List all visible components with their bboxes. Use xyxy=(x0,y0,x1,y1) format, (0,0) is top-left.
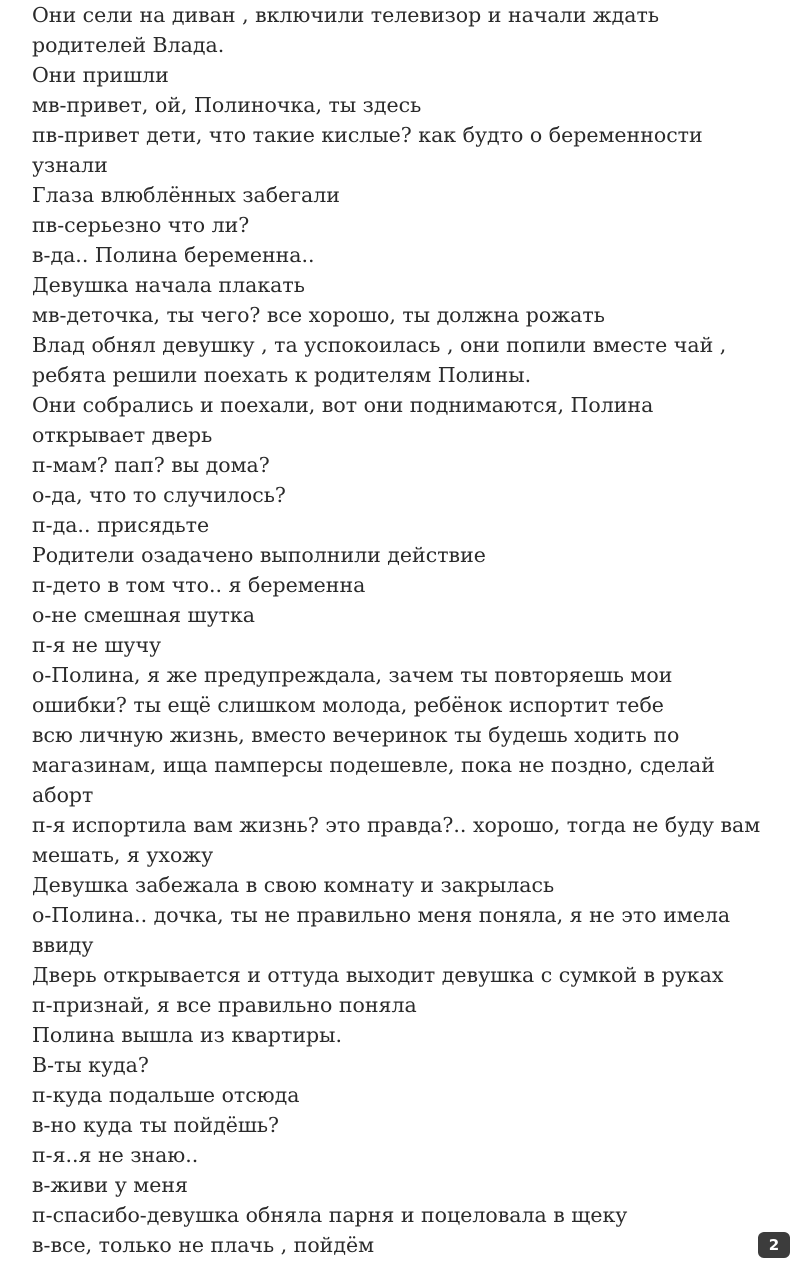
text-line: Полина вышла из квартиры. xyxy=(32,1023,343,1047)
text-line: всю личную жизнь, вместо вечеринок ты будешь ходить по xyxy=(32,723,680,747)
text-line: п-спасибо-девушка обняла парня и поцеловала в щеку xyxy=(32,1203,628,1227)
text-line: Девушка начала плакать xyxy=(32,273,305,297)
story-text xyxy=(32,0,772,1260)
text-line: родителей Влада. xyxy=(32,33,225,57)
text-line: п-я испортила вам жизнь? это правда?.. хорошо, тогда не буду вам xyxy=(32,813,761,837)
text-line: магазинам, ища памперсы подешевле, пока не поздно, сделай xyxy=(32,753,715,777)
text-line: в-но куда ты пойдёшь? xyxy=(32,1113,280,1137)
text-line: аборт xyxy=(32,783,94,807)
text-line: Глаза влюблённых забегали xyxy=(32,183,340,207)
text-line: Влад обнял девушку , та успокоилась , они попили вместе чай , xyxy=(32,333,727,357)
text-line: в-живи у меня xyxy=(32,1173,188,1197)
text-line: мв-привет, ой, Полиночка, ты здесь xyxy=(32,93,422,117)
text-line: п-признай, я все правильно поняла xyxy=(32,993,417,1017)
text-line: о-Полина.. дочка, ты не правильно меня поняла, я не это имела xyxy=(32,903,731,927)
text-line: узнали xyxy=(32,153,108,177)
text-line: открывает дверь xyxy=(32,423,213,447)
text-line: Девушка забежала в свою комнату и закрылась xyxy=(32,873,555,897)
text-line: пв-серьезно что ли? xyxy=(32,213,250,237)
text-line: о-да, что то случилось? xyxy=(32,483,286,507)
text-line: в-все, только не плачь , пойдём xyxy=(32,1233,375,1257)
text-line: мв-деточка, ты чего? все хорошо, ты должна рожать xyxy=(32,303,605,327)
page-number-badge: 2 xyxy=(758,1232,790,1258)
text-line: ввиду xyxy=(32,933,94,957)
text-line: о-Полина, я же предупреждала, зачем ты повторяешь мои xyxy=(32,663,673,687)
text-line: Они сели на диван , включили телевизор и начали ждать xyxy=(32,3,660,27)
text-line: п-да.. присядьте xyxy=(32,513,210,537)
text-line: В-ты куда? xyxy=(32,1053,149,1077)
text-line: о-не смешная шутка xyxy=(32,603,256,627)
text-line: п-я..я не знаю.. xyxy=(32,1143,199,1167)
text-line: Они пришли xyxy=(32,63,169,87)
text-line: п-мам? пап? вы дома? xyxy=(32,453,270,477)
text-line: ребята решили поехать к родителям Полины. xyxy=(32,363,532,387)
text-line: п-дето в том что.. я беременна xyxy=(32,573,366,597)
text-line: пв-привет дети, что такие кислые? как будто о беременности xyxy=(32,123,703,147)
text-line: п-куда подальше отсюда xyxy=(32,1083,300,1107)
text-line: Родители озадачено выполнили действие xyxy=(32,543,486,567)
text-line: Дверь открывается и оттуда выходит девушка с сумкой в руках xyxy=(32,963,724,987)
text-line: п-я не шучу xyxy=(32,633,162,657)
text-line: Они собрались и поехали, вот они поднимаются, Полина xyxy=(32,393,654,417)
text-line: мешать, я ухожу xyxy=(32,843,214,867)
text-line: в-да.. Полина беременна.. xyxy=(32,243,315,267)
text-line: ошибки? ты ещё слишком молода, ребёнок испортит тебе xyxy=(32,693,664,717)
